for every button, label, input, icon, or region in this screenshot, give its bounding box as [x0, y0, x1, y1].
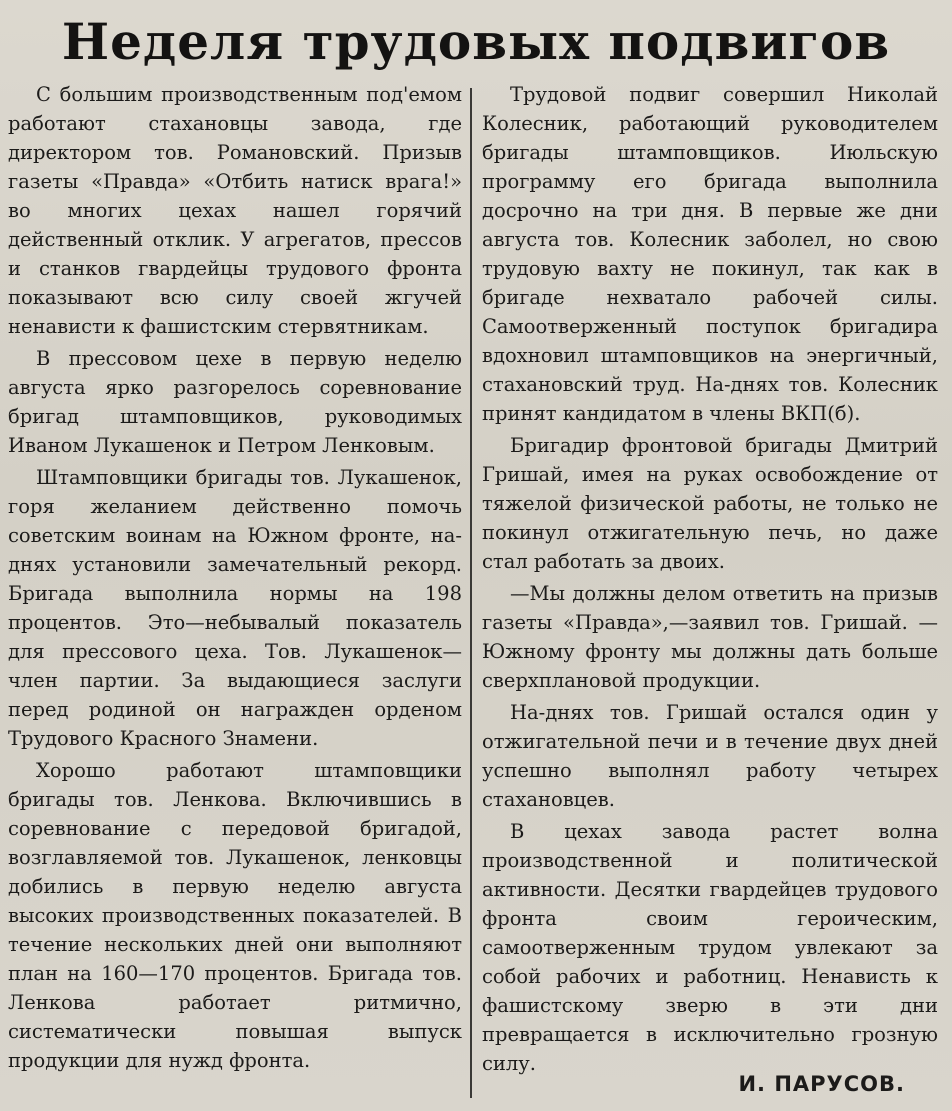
right-column	[482, 80, 938, 1078]
paragraph: В прессовом цехе в первую неделю августа ярко разгорелось соревнование бригад штамповщиков, руководимых Иваном Лукашенок и Петром Ленковым.	[8, 347, 462, 457]
author-signature: И. ПАРУСОВ.	[738, 1072, 905, 1096]
paragraph: Хорошо работают штамповщики бригады тов. Ленкова. Включившись в соревнование с передовой бригадой, возглавляемой тов. Лукашенок, ленковцы добились в первую неделю августа высоких производственных показателей. В течение нескольких дней они выполняют план на 160—170 процентов. Бригада тов. Ленкова работает ритмично, систематически повышая выпуск продукции для нужд фронта.	[8, 759, 462, 1072]
paragraph: Штамповщики бригады тов. Лукашенок, горя желанием действенно помочь советским воинам на Южном фронте, на-днях установили замечательный рекорд. Бригада выполнила нормы на 198 процентов. Это—небывалый показатель для прессового цеха. Тов. Лукашенок—член партии. За выдающиеся заслуги перед родиной он награжден орденом Трудового Красного Знамени.	[8, 466, 462, 750]
article-headline: Неделя трудовых подвигов	[61, 12, 891, 71]
paragraph: —Мы должны делом ответить на призыв газеты «Правда»,—заявил тов. Гришай. —Южному фронту мы должны дать больше сверхплановой продукции.	[482, 582, 938, 692]
paragraph: Трудовой подвиг совершил Николай Колесник, работающий руководителем бригады штамповщиков. Июльскую программу его бригада выполнила досрочно на три дня. В первые же дни августа тов. Колесник заболел, но свою трудовую вахту не покинул, так как в бригаде нехватало рабочей силы. Самоотверженный поступок бригадира вдохновил штамповщиков на энергичный, стахановский труд. На-днях тов. Колесник принят кандидатом в члены ВКП(б).	[482, 83, 938, 425]
paragraph: Бригадир фронтовой бригады Дмитрий Гришай, имея на руках освобождение от тяжелой физической работы, не только не покинул отжигательную печь, но даже стал работать за двоих.	[482, 434, 938, 573]
paragraph: С большим производственным под'емом работают стахановцы завода, где директором тов. Романовский. Призыв газеты «Правда» «Отбить натиск врага!» во многих цехах нашел горячий действенный отклик. У агрегатов, прессов и станков гвардейцы трудового фронта показывают всю силу своей жгучей ненависти к фашистским стервятникам.	[8, 83, 462, 338]
paragraph: В цехах завода растет волна производственной и политической активности. Десятки гвардейцев трудового фронта своим героическим, самоотверженным трудом увлекают за собой рабочих и работниц. Ненависть к фашистскому зверю в эти дни превращается в исключительно грозную силу.	[482, 820, 938, 1075]
paragraph: На-днях тов. Гришай остался один у отжигательной печи и в течение двух дней успешно выполнял работу четырех стахановцев.	[482, 701, 938, 811]
column-divider	[470, 88, 472, 1098]
left-column	[8, 80, 462, 1075]
